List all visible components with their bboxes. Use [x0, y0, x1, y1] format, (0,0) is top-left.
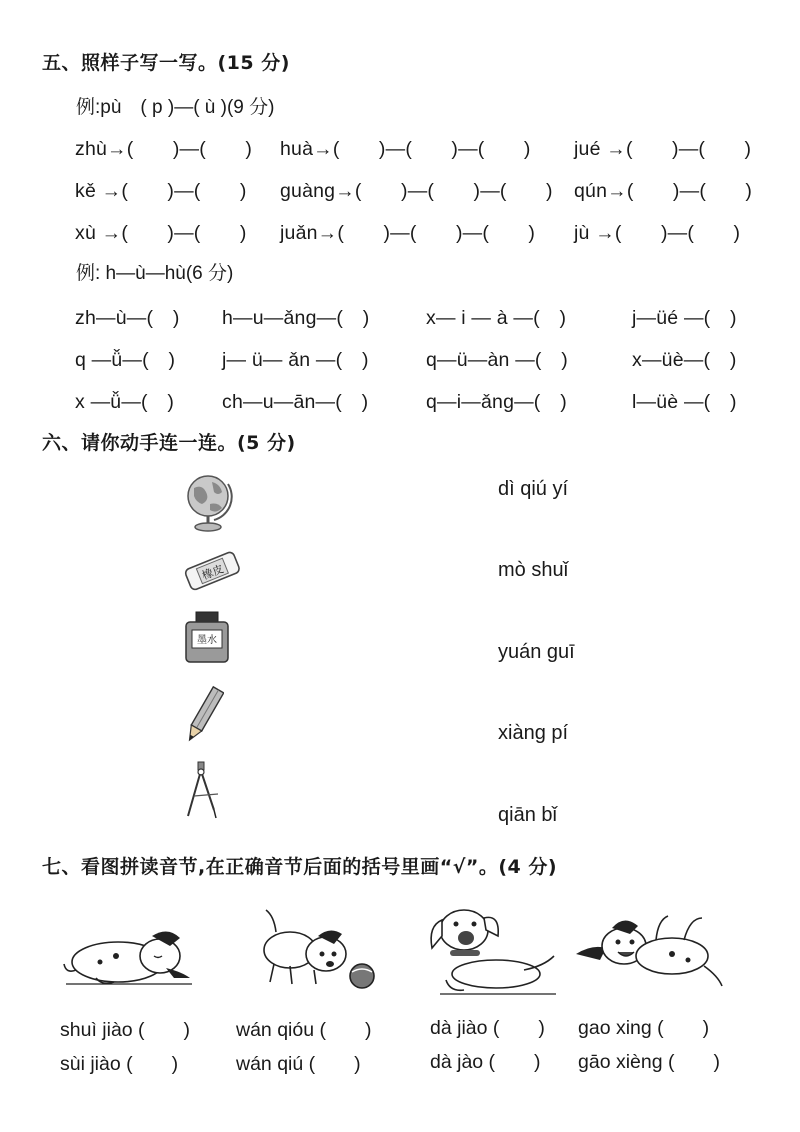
globe-icon — [180, 470, 242, 536]
word-yuangui: yuán guī — [498, 641, 575, 663]
exercise-guang: guàng→( )—( )—( ) — [280, 180, 553, 202]
barking-puppy-icon — [420, 896, 560, 1000]
word-diqiuyi: dì qiú yí — [498, 478, 569, 500]
happy-puppy-icon — [572, 904, 728, 992]
eraser-label: 橡皮 — [200, 562, 226, 583]
exercise-qun: qún→( )—( ) — [574, 180, 753, 202]
option-wan-qiou: wán qióu ( ) — [236, 1019, 372, 1041]
exercise-q-i-ang: q—i—ǎng—( ) — [426, 391, 567, 413]
section7-heading: 七、看图拼读音节,在正确音节后面的括号里画“√”。(4 分) — [42, 856, 558, 878]
exercise-l-ue: l—üè —( ) — [632, 391, 737, 413]
exercise-ke: kě →( )—( ) — [75, 180, 247, 202]
option-shui-jiao: shuì jiào ( ) — [60, 1019, 191, 1041]
compass-icon — [182, 760, 226, 822]
option-sui-jiao: sùi jiào ( ) — [60, 1053, 179, 1075]
option-da-jao: dà jào ( ) — [430, 1051, 541, 1073]
exercise-juan: juǎn→( )—( )—( ) — [280, 222, 536, 244]
exercise-h-u-ang: h—u—ǎng—( ) — [222, 307, 370, 329]
pencil-icon — [184, 684, 224, 746]
option-da-jiao: dà jiào ( ) — [430, 1017, 545, 1039]
exercise-q-u: q —ǚ—( ) — [75, 349, 176, 371]
option-wan-qiu: wán qiú ( ) — [236, 1053, 361, 1075]
section5-heading: 五、照样子写一写。(15 分) — [42, 52, 290, 74]
section5-example-1: 例:pù ( p )—( ù )(9 分) — [76, 97, 275, 118]
section6-heading: 六、请你动手连一连。(5 分) — [42, 432, 296, 454]
section5-example-2: 例: h—ù—hù(6 分) — [76, 263, 234, 284]
exercise-ju: jù →( )—( ) — [574, 222, 741, 244]
exercise-ch-u-an: ch—u—ān—( ) — [222, 391, 369, 413]
ink-bottle-icon — [182, 610, 232, 664]
exercise-zh-u: zh—ù—( ) — [75, 307, 180, 329]
word-xiangpi: xiàng pí — [498, 722, 569, 744]
exercise-hua: huà→( )—( )—( ) — [280, 138, 531, 160]
exercise-j-u-an: j— ü— ǎn —( ) — [222, 349, 369, 371]
word-moshui: mò shuǐ — [498, 559, 569, 581]
puppy-with-ball-icon — [244, 904, 384, 992]
exercise-j-ue: j—üé —( ) — [632, 307, 737, 329]
exercise-q-u-an: q—ü—àn —( ) — [426, 349, 568, 371]
exercise-xu: xù →( )—( ) — [75, 222, 247, 244]
option-gao-xieng: gāo xièng ( ) — [578, 1051, 720, 1073]
exercise-x-ue: x—üè—( ) — [632, 349, 737, 371]
eraser-icon — [180, 548, 244, 592]
exercise-zhu: zhù→( )—( ) — [75, 138, 253, 160]
sleeping-puppy-icon — [56, 912, 196, 992]
exercise-x-i-a: x— i — à —( ) — [426, 307, 567, 329]
word-qianbi: qiān bǐ — [498, 804, 557, 826]
ink-label: 墨水 — [197, 635, 217, 646]
exercise-x-u: x —ǚ—( ) — [75, 391, 175, 413]
option-gao-xing: gao xing ( ) — [578, 1017, 710, 1039]
exercise-jue: jué →( )—( ) — [574, 138, 752, 160]
